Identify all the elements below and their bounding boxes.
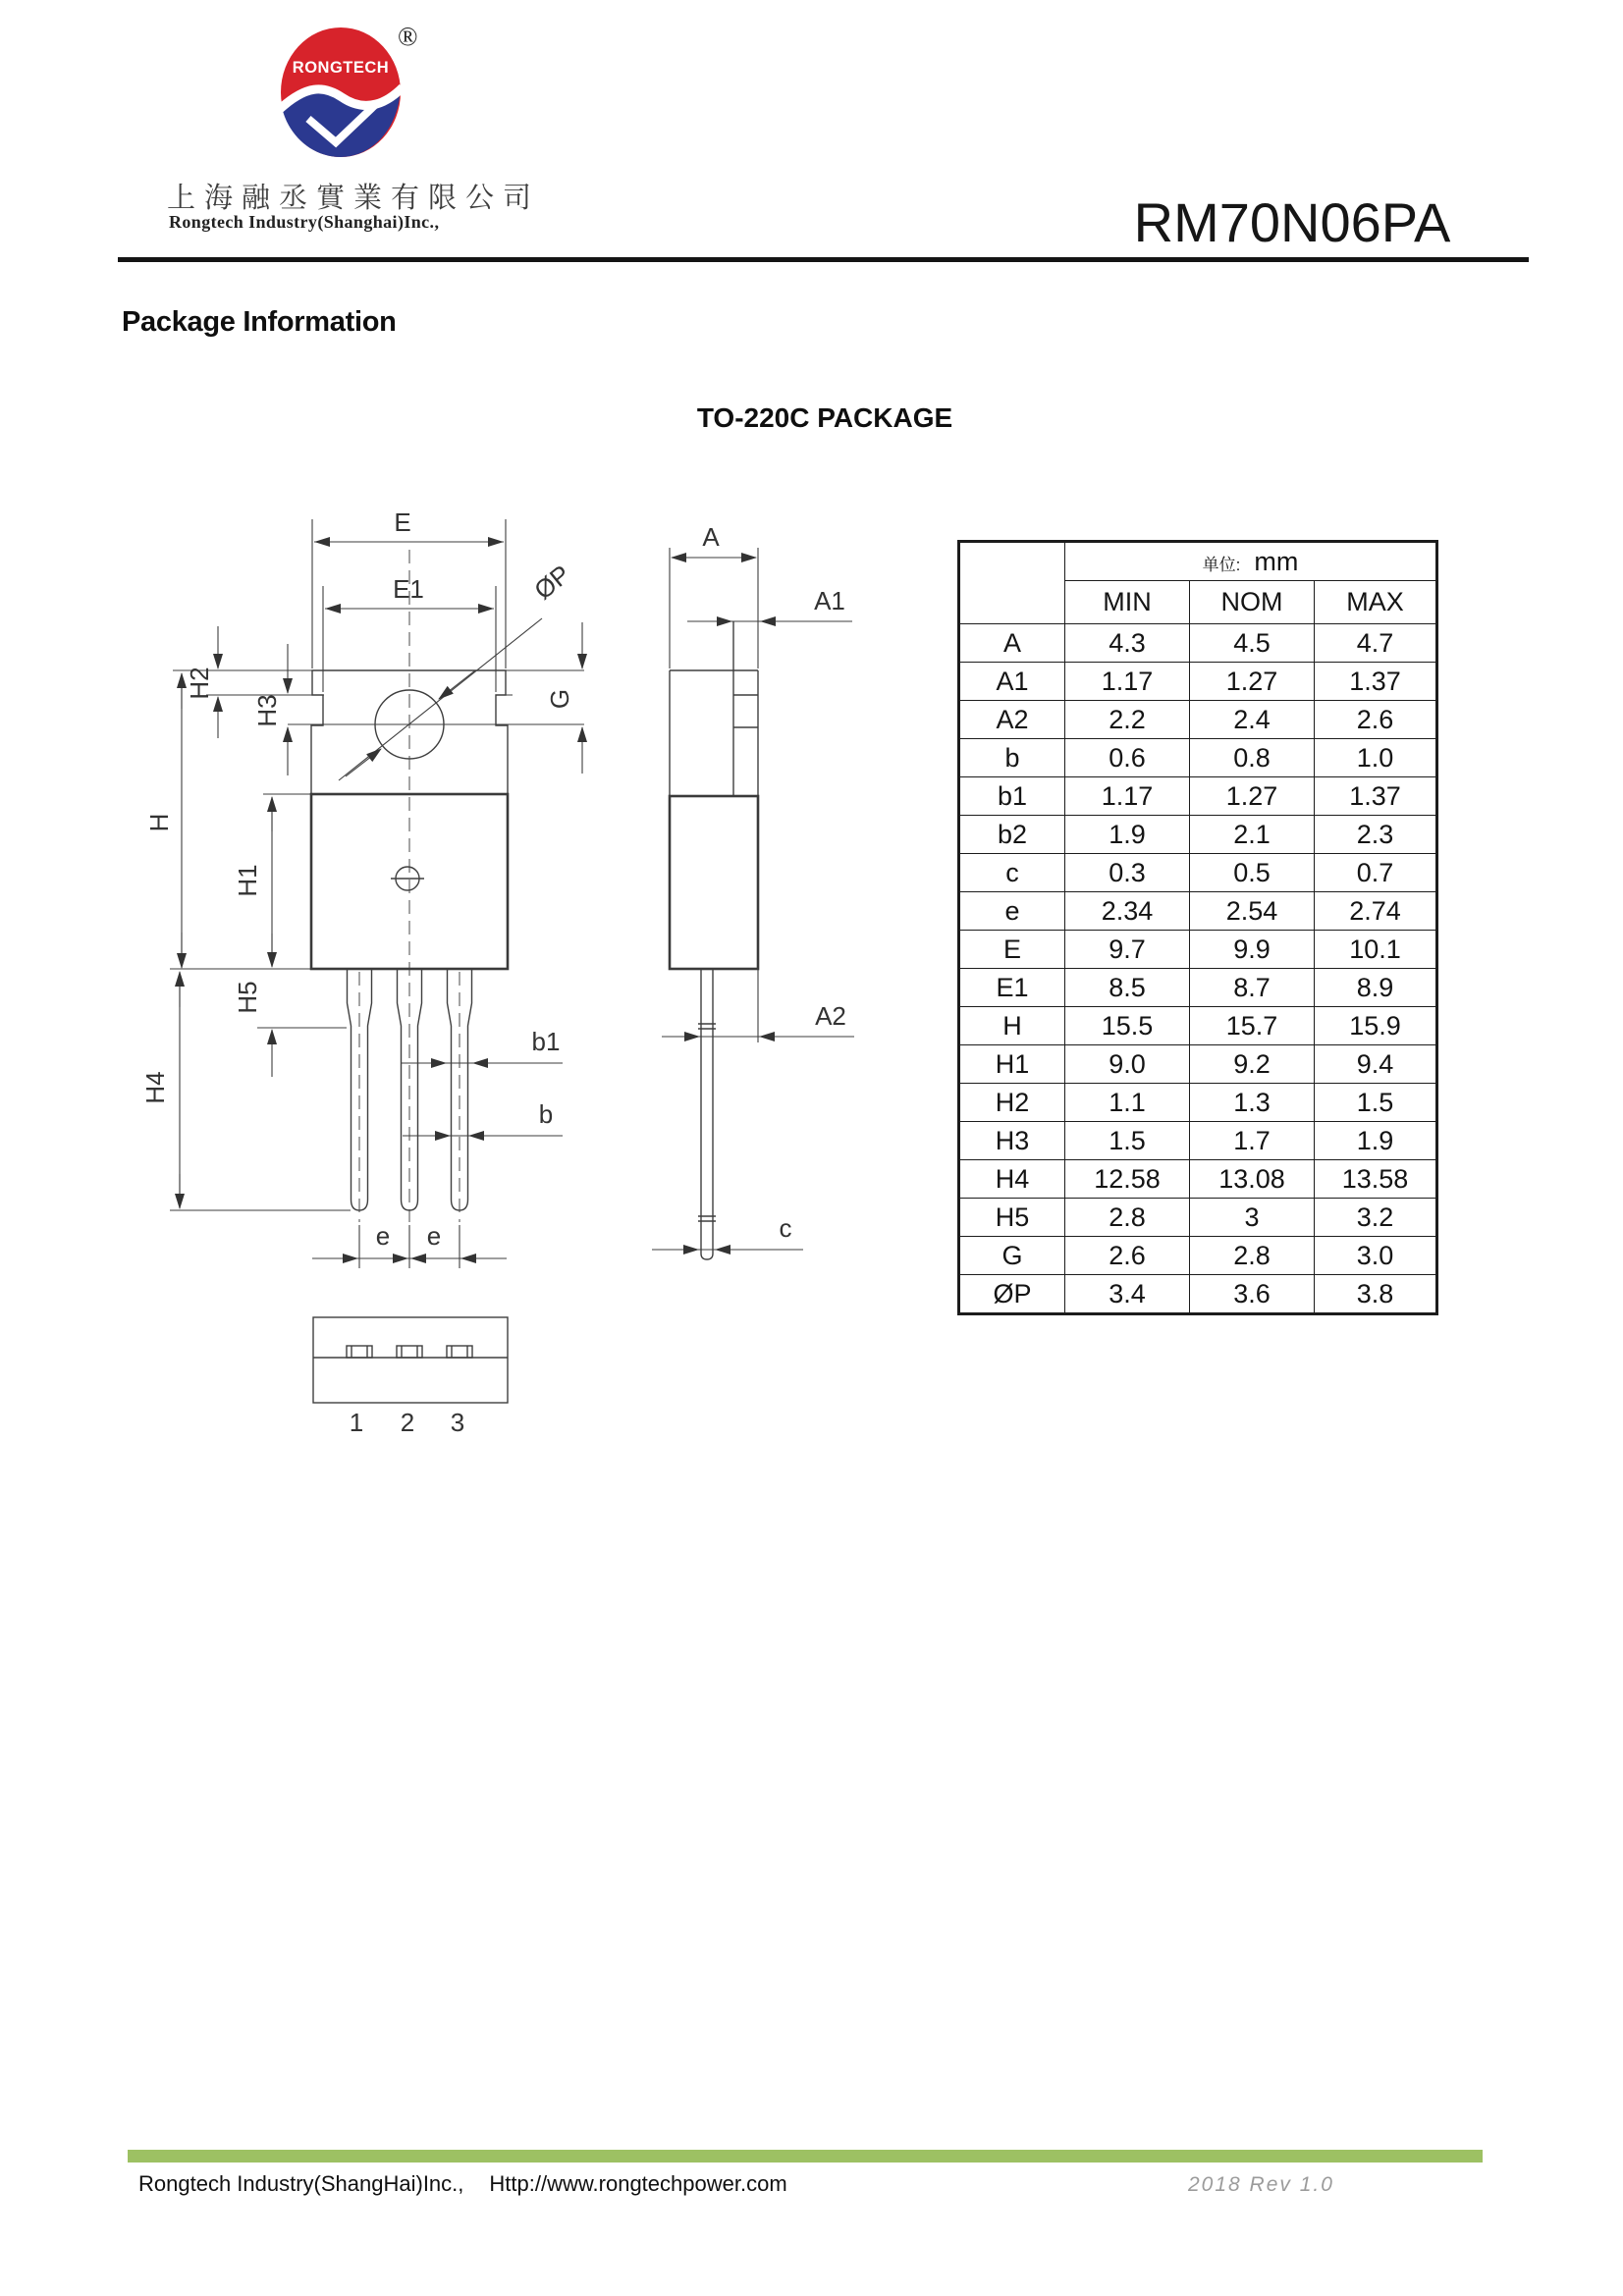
dim-row bbox=[959, 1122, 1437, 1160]
bottom-view bbox=[313, 1317, 508, 1437]
dim-row bbox=[959, 854, 1437, 892]
dim-label-E1: E1 bbox=[393, 574, 424, 604]
dim-name: H bbox=[959, 1007, 1065, 1045]
pin-cross-sections bbox=[347, 1346, 472, 1358]
logo-brand-text: RONGTECH bbox=[292, 59, 390, 77]
package-drawing bbox=[118, 461, 962, 1443]
dim-value: 9.2 bbox=[1190, 1045, 1315, 1084]
rongtech-logo bbox=[279, 27, 405, 160]
dim-name: E1 bbox=[959, 969, 1065, 1007]
dim-label-b1: b1 bbox=[531, 1027, 561, 1056]
dim-value: 9.0 bbox=[1065, 1045, 1190, 1084]
dim-value: 2.8 bbox=[1065, 1199, 1190, 1237]
dim-value: 12.58 bbox=[1065, 1160, 1190, 1199]
dim-name: b2 bbox=[959, 816, 1065, 854]
dim-value: 4.7 bbox=[1315, 624, 1437, 663]
dim-value: 10.1 bbox=[1315, 931, 1437, 969]
dim-value: 15.7 bbox=[1190, 1007, 1315, 1045]
dim-name: A1 bbox=[959, 663, 1065, 701]
col-header-max: MAX bbox=[1315, 581, 1437, 624]
dim-row bbox=[959, 1160, 1437, 1199]
dim-name: A2 bbox=[959, 701, 1065, 739]
unit-value: mm bbox=[1254, 546, 1299, 576]
dim-value: 2.2 bbox=[1065, 701, 1190, 739]
dim-name: b1 bbox=[959, 777, 1065, 816]
dim-label-E: E bbox=[394, 507, 411, 537]
dim-value: 1.3 bbox=[1190, 1084, 1315, 1122]
dim-value: 1.27 bbox=[1190, 777, 1315, 816]
dim-value: 3 bbox=[1190, 1199, 1315, 1237]
dim-name: ØP bbox=[959, 1275, 1065, 1314]
dim-row bbox=[959, 663, 1437, 701]
pin-label-2: 2 bbox=[400, 1408, 415, 1437]
dim-value: 0.6 bbox=[1065, 739, 1190, 777]
page-title: Package Information bbox=[122, 306, 397, 338]
dim-value: 1.37 bbox=[1315, 777, 1437, 816]
dim-value: 2.6 bbox=[1065, 1237, 1190, 1275]
dimension-table bbox=[957, 540, 1438, 1315]
dim-value: 2.8 bbox=[1190, 1237, 1315, 1275]
dim-name: G bbox=[959, 1237, 1065, 1275]
drawing-title: TO-220C PACKAGE bbox=[696, 402, 953, 433]
registered-trademark-icon: ® bbox=[398, 22, 418, 51]
dim-row bbox=[959, 1007, 1437, 1045]
dim-value: 8.5 bbox=[1065, 969, 1190, 1007]
dim-row bbox=[959, 1045, 1437, 1084]
dim-value: 2.4 bbox=[1190, 701, 1315, 739]
dim-table-body bbox=[959, 624, 1437, 1314]
dim-value: 0.3 bbox=[1065, 854, 1190, 892]
dim-value: 2.74 bbox=[1315, 892, 1437, 931]
company-name-english: Rongtech Industry(Shanghai)Inc., bbox=[169, 212, 440, 232]
dim-row bbox=[959, 624, 1437, 663]
dim-value: 1.1 bbox=[1065, 1084, 1190, 1122]
dim-name: b bbox=[959, 739, 1065, 777]
dim-value: 3.6 bbox=[1190, 1275, 1315, 1314]
dim-value: 13.58 bbox=[1315, 1160, 1437, 1199]
company-name-chinese: 上海融丞實業有限公司 bbox=[167, 183, 541, 214]
dim-value: 0.8 bbox=[1190, 739, 1315, 777]
dim-row bbox=[959, 1199, 1437, 1237]
dim-value: 1.5 bbox=[1065, 1122, 1190, 1160]
dim-name: H3 bbox=[959, 1122, 1065, 1160]
table-unit-cell bbox=[1065, 542, 1437, 581]
dim-label-H4: H4 bbox=[140, 1071, 170, 1104]
dim-value: 3.4 bbox=[1065, 1275, 1190, 1314]
dim-value: 8.9 bbox=[1315, 969, 1437, 1007]
dim-name: c bbox=[959, 854, 1065, 892]
dim-value: 4.5 bbox=[1190, 624, 1315, 663]
dim-value: 2.3 bbox=[1315, 816, 1437, 854]
col-header-nom: NOM bbox=[1190, 581, 1315, 624]
dim-value: 1.0 bbox=[1315, 739, 1437, 777]
dim-value: 8.7 bbox=[1190, 969, 1315, 1007]
footer-revision: 2018 Rev 1.0 bbox=[1188, 2173, 1334, 2196]
dim-label-H2: H2 bbox=[185, 667, 214, 700]
dim-value: 15.5 bbox=[1065, 1007, 1190, 1045]
side-view bbox=[652, 522, 854, 1259]
dim-value: 4.3 bbox=[1065, 624, 1190, 663]
dim-value: 2.34 bbox=[1065, 892, 1190, 931]
footer-website[interactable]: Http://www.rongtechpower.com bbox=[489, 2171, 787, 2196]
dim-value: 2.6 bbox=[1315, 701, 1437, 739]
dim-name: H2 bbox=[959, 1084, 1065, 1122]
dim-value: 2.1 bbox=[1190, 816, 1315, 854]
footer-accent-bar bbox=[128, 2150, 1483, 2163]
dim-row bbox=[959, 892, 1437, 931]
dim-label-H5: H5 bbox=[233, 981, 262, 1014]
dim-label-b: b bbox=[538, 1099, 554, 1129]
dim-name: E bbox=[959, 931, 1065, 969]
dim-value: 9.4 bbox=[1315, 1045, 1437, 1084]
dim-value: 1.9 bbox=[1315, 1122, 1437, 1160]
front-view bbox=[140, 507, 584, 1268]
dim-label-A1: A1 bbox=[814, 586, 845, 615]
dim-row bbox=[959, 969, 1437, 1007]
dim-value: 3.8 bbox=[1315, 1275, 1437, 1314]
dim-value: 0.5 bbox=[1190, 854, 1315, 892]
dim-row bbox=[959, 816, 1437, 854]
footer-text bbox=[138, 2171, 787, 2197]
dim-row bbox=[959, 931, 1437, 969]
dim-row bbox=[959, 1275, 1437, 1314]
footer-company: Rongtech Industry(ShangHai)Inc., bbox=[138, 2171, 464, 2196]
dim-label-A: A bbox=[702, 522, 720, 552]
dim-label-H1: H1 bbox=[233, 864, 262, 897]
dim-value: 2.54 bbox=[1190, 892, 1315, 931]
part-number: RM70N06PA bbox=[1133, 191, 1451, 253]
dim-value: 1.27 bbox=[1190, 663, 1315, 701]
dim-row bbox=[959, 1084, 1437, 1122]
dim-value: 3.2 bbox=[1315, 1199, 1437, 1237]
dim-value: 1.7 bbox=[1190, 1122, 1315, 1160]
pin-label-1: 1 bbox=[349, 1408, 364, 1437]
dim-name: e bbox=[959, 892, 1065, 931]
table-unit-row bbox=[959, 542, 1437, 581]
dim-value: 1.17 bbox=[1065, 777, 1190, 816]
dim-row bbox=[959, 1237, 1437, 1275]
dim-value: 1.17 bbox=[1065, 663, 1190, 701]
dim-label-H3: H3 bbox=[252, 694, 282, 727]
dim-name: H1 bbox=[959, 1045, 1065, 1084]
dim-row bbox=[959, 701, 1437, 739]
dim-name: H4 bbox=[959, 1160, 1065, 1199]
dim-label-c: c bbox=[779, 1213, 792, 1243]
dim-row bbox=[959, 739, 1437, 777]
dim-value: 13.08 bbox=[1190, 1160, 1315, 1199]
table-corner-cell bbox=[959, 542, 1065, 624]
header-divider bbox=[118, 257, 1529, 262]
dim-label-e-right: e bbox=[426, 1221, 442, 1251]
dim-value: 9.9 bbox=[1190, 931, 1315, 969]
dim-value: 9.7 bbox=[1065, 931, 1190, 969]
col-header-min: MIN bbox=[1065, 581, 1190, 624]
dim-name: H5 bbox=[959, 1199, 1065, 1237]
dim-label-A2: A2 bbox=[815, 1001, 846, 1031]
dim-row bbox=[959, 777, 1437, 816]
dim-value: 1.37 bbox=[1315, 663, 1437, 701]
dim-value: 0.7 bbox=[1315, 854, 1437, 892]
dim-value: 15.9 bbox=[1315, 1007, 1437, 1045]
dim-label-H: H bbox=[144, 813, 174, 832]
dim-name: A bbox=[959, 624, 1065, 663]
dim-value: 3.0 bbox=[1315, 1237, 1437, 1275]
dim-label-e-left: e bbox=[375, 1221, 391, 1251]
dim-label-G: G bbox=[545, 688, 574, 710]
dim-value: 1.5 bbox=[1315, 1084, 1437, 1122]
dim-label-OP: ØP bbox=[528, 559, 576, 606]
pin-label-3: 3 bbox=[450, 1408, 465, 1437]
dim-value: 1.9 bbox=[1065, 816, 1190, 854]
unit-label: 单位: bbox=[1202, 555, 1241, 574]
